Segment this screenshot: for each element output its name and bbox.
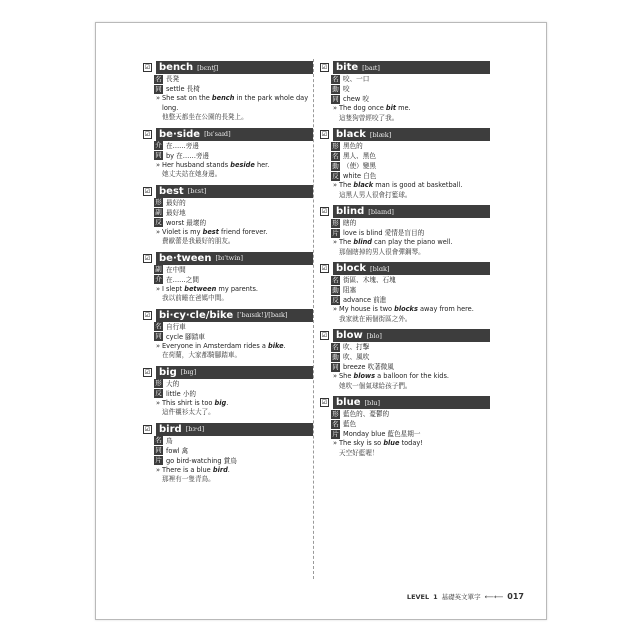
pos-tag: 名	[332, 419, 339, 428]
definition-line	[154, 218, 313, 228]
example-english	[162, 228, 268, 238]
definition-line	[154, 151, 313, 161]
checkbox-icon[interactable]: ☑	[321, 131, 328, 138]
headword-bar	[156, 185, 313, 198]
example-post: in the park whole day long.	[162, 94, 309, 112]
pronunciation: [bɝd]	[185, 425, 205, 433]
checkbox-icon[interactable]: ☑	[144, 368, 151, 376]
example-post: can play the piano well.	[372, 238, 453, 246]
pos-tag: 形	[332, 409, 339, 418]
headword-bar	[156, 309, 313, 322]
pos-tag: 名	[155, 436, 162, 444]
example-sentence	[154, 399, 313, 409]
dictionary-entry	[143, 366, 313, 418]
example-english	[339, 181, 462, 191]
dictionary-entry	[143, 61, 313, 123]
headword: be·tween	[159, 252, 212, 264]
example-sentence	[331, 305, 490, 315]
checkbox-icon[interactable]: ☑	[144, 425, 151, 433]
example-keyword: bird	[212, 465, 228, 474]
definition-text: breeze 吹著微風	[343, 363, 394, 371]
headword: bite	[336, 62, 359, 73]
example-english	[162, 342, 286, 352]
definition-line	[331, 419, 490, 429]
dictionary-entry	[320, 61, 490, 123]
definition-line	[331, 218, 490, 228]
example-post: away from here.	[417, 305, 474, 313]
definition-line	[154, 141, 313, 151]
definition-text: Monday blue 藍色星期一	[343, 430, 421, 438]
headword-bar	[333, 262, 490, 275]
definition-text: worst 最壞的	[166, 218, 207, 227]
definition-text: 自行車	[166, 322, 186, 331]
entry-header	[143, 185, 313, 198]
example-chinese: 這黑人男人很會打籃球。	[339, 190, 412, 199]
example-english	[339, 305, 474, 315]
definition-line	[154, 198, 313, 208]
example-chinese: 費歐蕾是我最好的朋友。	[162, 237, 235, 245]
example-sentence	[331, 104, 490, 114]
example-post: a balloon for the kids.	[375, 372, 449, 380]
entry-header	[143, 366, 313, 379]
definition-text: 黑人、黑色	[343, 152, 376, 160]
bullet-icon: »	[155, 341, 161, 350]
entry-header	[320, 329, 490, 342]
pronunciation: [blaɪnd]	[368, 207, 394, 216]
headword: best	[159, 185, 184, 197]
example-english	[162, 285, 258, 295]
definition-line	[154, 74, 313, 84]
arrow-icon: ⟵⟵	[484, 592, 504, 601]
pos-tag: 同	[332, 94, 339, 103]
pos-tag: 同	[332, 362, 339, 371]
pronunciation: [blɑk]	[370, 264, 390, 273]
definition-line	[154, 208, 313, 218]
definition-text: white 白色	[343, 172, 377, 180]
example-pre: My house is two	[339, 305, 395, 313]
example-english	[339, 372, 449, 382]
left-column	[143, 61, 313, 490]
pos-tag: 名	[332, 342, 339, 351]
pronunciation: [bɪg]	[180, 368, 197, 376]
definition-text: love is blind 愛情是盲目的	[343, 229, 425, 237]
definition-line	[154, 84, 313, 94]
definition-text: chew 咬	[343, 95, 369, 103]
headword: bench	[159, 62, 194, 73]
definition-text: fowl 禽	[166, 446, 189, 455]
definition-line	[154, 446, 313, 456]
example-chinese: 我家就在兩個街區之外。	[339, 314, 412, 323]
example-sentence	[331, 372, 490, 382]
definition-line	[154, 332, 313, 342]
definition-text: 最好地	[166, 208, 186, 217]
example-chinese: 那個瞎掉的男人很會彈鋼琴。	[339, 247, 425, 256]
definition-line	[331, 409, 490, 419]
definition-line	[154, 275, 313, 285]
example-chinese: 這隻狗曾經咬了我。	[339, 113, 399, 122]
example-pre: She sat on the	[162, 94, 212, 102]
pos-tag: 介	[155, 141, 162, 149]
definition-line	[154, 265, 313, 275]
definition-text: 在……旁邊	[166, 141, 199, 150]
example-post: her.	[254, 160, 270, 169]
pos-tag: 動	[332, 285, 339, 294]
bullet-icon: »	[155, 398, 161, 407]
example-post: me.	[396, 104, 411, 112]
bullet-icon: »	[332, 372, 338, 380]
example-english	[162, 399, 228, 409]
example-pre: The dog once	[339, 104, 386, 112]
pos-tag: 動	[332, 84, 339, 93]
definition-line	[331, 362, 490, 372]
example-chinese: 天空好藍喔！	[339, 448, 379, 457]
level-number: 1	[433, 592, 438, 601]
definition-text: 吹、風吹	[343, 353, 370, 361]
right-column	[320, 61, 490, 463]
entry-header	[143, 309, 313, 322]
example-pre: Her husband stands	[162, 160, 231, 169]
example-keyword: blind	[353, 238, 373, 246]
bullet-icon: »	[155, 284, 161, 293]
pos-tag: 片	[332, 228, 339, 237]
checkbox-icon[interactable]: ☑	[321, 64, 328, 71]
pos-tag: 動	[332, 352, 339, 361]
bullet-icon: »	[155, 465, 161, 474]
example-post: my parents.	[216, 284, 258, 293]
example-chinese: 這件襯衫太大了。	[162, 408, 215, 416]
definition-line	[331, 141, 490, 151]
dictionary-entry	[143, 128, 313, 180]
headword-bar	[156, 423, 313, 436]
example-sentence	[331, 238, 490, 248]
dictionary-page	[95, 22, 547, 620]
definition-text: 咬	[343, 85, 350, 93]
checkbox-icon[interactable]: ☑	[144, 254, 151, 262]
definition-text: cycle 腳踏車	[166, 332, 205, 341]
definition-text: little 小的	[166, 389, 197, 398]
headword: blow	[336, 330, 363, 341]
pronunciation: [bɛntʃ]	[197, 63, 219, 72]
example-keyword: beside	[230, 160, 255, 169]
pronunciation: [blæk]	[369, 130, 392, 139]
headword-bar	[156, 366, 313, 379]
headword-bar	[333, 205, 490, 218]
example-keyword: bench	[211, 94, 235, 102]
dictionary-entry	[320, 128, 490, 200]
dictionary-entry	[320, 396, 490, 458]
entry-header	[143, 61, 313, 74]
headword: bird	[159, 423, 182, 435]
definition-line	[331, 74, 490, 84]
checkbox-icon[interactable]: ☑	[144, 311, 151, 319]
dictionary-entry	[320, 205, 490, 257]
example-pre: Violet is my	[162, 227, 203, 236]
headword-bar	[333, 329, 490, 342]
pronunciation: [bɪˈtwin]	[215, 254, 243, 262]
bullet-icon: »	[155, 160, 161, 169]
example-keyword: best	[202, 227, 219, 236]
entry-header	[320, 128, 490, 141]
headword-bar	[156, 252, 313, 265]
example-chinese: 我以前睡在爸媽中間。	[162, 294, 228, 302]
definition-line	[331, 228, 490, 238]
pos-tag: 反	[332, 171, 339, 180]
page-number: 017	[507, 592, 524, 601]
headword: blue	[336, 397, 361, 408]
example-english	[162, 466, 230, 476]
bullet-icon: »	[155, 227, 161, 236]
dictionary-entry	[143, 185, 313, 247]
pos-tag: 副	[155, 265, 162, 273]
example-sentence	[331, 439, 490, 449]
definition-text: 阻塞	[343, 286, 357, 294]
headword-bar	[156, 128, 313, 141]
pos-tag: 同	[155, 84, 162, 93]
pos-tag: 反	[332, 295, 339, 304]
pos-tag: 形	[332, 141, 339, 150]
pronunciation: [blo]	[366, 331, 382, 340]
entry-header	[320, 396, 490, 409]
headword-bar	[156, 61, 313, 74]
pos-tag: 同	[155, 446, 162, 454]
pos-tag: 副	[155, 208, 162, 216]
example-pre: This shirt is too	[162, 398, 215, 407]
checkbox-icon[interactable]: ☑	[144, 64, 151, 71]
example-english	[162, 94, 313, 113]
checkbox-icon[interactable]: ☑	[144, 130, 151, 138]
example-pre: The	[339, 181, 354, 189]
headword-bar	[333, 396, 490, 409]
example-pre: She	[339, 372, 354, 380]
headword: blind	[336, 206, 365, 217]
definition-text: 大的	[166, 379, 180, 388]
definition-text: by 在……旁邊	[166, 151, 210, 160]
example-chinese: 她吹一個氣球給孩子們。	[339, 381, 412, 390]
example-post: .	[227, 465, 230, 474]
example-keyword: blocks	[394, 305, 418, 313]
definition-text: advance 前進	[343, 296, 387, 304]
example-post: .	[226, 398, 229, 407]
example-chinese: 他整天都坐在公園的長凳上。	[162, 113, 248, 121]
headword: bi·cy·cle/bike	[159, 309, 234, 321]
entry-header	[143, 252, 313, 265]
headword-bar	[333, 128, 490, 141]
bullet-icon: »	[332, 181, 338, 189]
pronunciation: [baɪt]	[362, 63, 380, 72]
example-chinese: 那裡有一隻青鳥。	[162, 475, 215, 483]
pos-tag: 名	[155, 322, 162, 330]
example-chinese: 在荷蘭，大家都騎腳踏車。	[162, 351, 242, 359]
headword: be·side	[159, 128, 201, 140]
example-pre: There is a blue	[162, 465, 213, 474]
headword: big	[159, 366, 177, 378]
definition-line	[331, 275, 490, 285]
definition-text: 瞎的	[343, 219, 357, 227]
definition-text: 鳥	[166, 436, 173, 445]
definition-text: 藍色	[343, 420, 357, 428]
definition-line	[154, 322, 313, 332]
entry-header	[320, 205, 490, 218]
entry-header	[320, 61, 490, 74]
definition-line	[331, 429, 490, 439]
definition-text: 咬、一口	[343, 75, 370, 83]
column-divider	[313, 59, 314, 579]
pos-tag: 形	[155, 198, 162, 206]
definition-text: （使）變黑	[343, 162, 376, 170]
pos-tag: 同	[155, 332, 162, 340]
example-post: friend forever.	[218, 227, 268, 236]
definition-text: 在……之間	[166, 275, 199, 284]
pos-tag: 同	[155, 151, 162, 159]
definition-text: 黑色的	[343, 142, 363, 150]
example-pre: Everyone in Amsterdam rides a	[162, 341, 269, 350]
example-sentence	[331, 181, 490, 191]
example-keyword: blows	[353, 372, 376, 380]
level-label: LEVEL	[406, 592, 430, 601]
definition-line	[154, 456, 313, 466]
bullet-icon: »	[155, 94, 161, 102]
checkbox-icon[interactable]: ☑	[321, 265, 328, 272]
bullet-icon: »	[332, 238, 338, 246]
dictionary-entry	[143, 309, 313, 361]
pronunciation: [bɪˈsaɪd]	[204, 130, 231, 138]
bullet-icon: »	[332, 305, 338, 313]
section-title: 基礎英文單字	[441, 593, 481, 601]
example-pre: I slept	[162, 284, 185, 293]
pos-tag: 名	[155, 74, 162, 83]
definition-text: 長凳	[166, 75, 180, 83]
definition-text: 吹、打擊	[343, 343, 370, 351]
definition-line	[331, 285, 490, 295]
entry-header	[143, 423, 313, 436]
example-english	[162, 161, 269, 171]
example-keyword: big	[214, 398, 227, 407]
example-sentence	[154, 285, 313, 295]
bullet-icon: »	[332, 439, 338, 447]
definition-text: 最好的	[166, 198, 186, 207]
dictionary-entry	[320, 262, 490, 324]
checkbox-icon[interactable]: ☑	[321, 208, 328, 215]
pos-tag: 反	[155, 218, 162, 226]
example-sentence	[154, 342, 313, 352]
example-english	[339, 238, 453, 248]
definition-text: 街區、木塊、石塊	[343, 276, 396, 284]
pos-tag: 名	[332, 151, 339, 160]
headword: block	[336, 263, 367, 274]
pronunciation: [bɛst]	[187, 187, 207, 195]
entry-header	[320, 262, 490, 275]
pos-tag: 反	[155, 389, 162, 397]
example-sentence	[154, 466, 313, 476]
definition-line	[331, 151, 490, 161]
definition-line	[331, 161, 490, 171]
definition-line	[331, 342, 490, 352]
pronunciation: [blu]	[364, 398, 380, 407]
example-english	[339, 439, 423, 449]
page-footer	[407, 592, 524, 601]
example-post: man is good at basketball.	[373, 181, 463, 189]
pos-tag: 形	[155, 379, 162, 387]
headword-bar	[333, 61, 490, 74]
example-english	[339, 104, 411, 114]
example-pre: The	[339, 238, 354, 246]
checkbox-icon[interactable]: ☑	[144, 187, 151, 195]
example-sentence	[154, 228, 313, 238]
definition-line	[154, 379, 313, 389]
definition-line	[331, 94, 490, 104]
pos-tag: 片	[155, 456, 162, 464]
bullet-icon: »	[332, 104, 338, 112]
dictionary-entry	[143, 423, 313, 485]
pos-tag: 形	[332, 218, 339, 227]
checkbox-icon[interactable]: ☑	[321, 399, 328, 406]
example-keyword: between	[184, 284, 217, 293]
pos-tag: 動	[332, 161, 339, 170]
example-keyword: black	[353, 181, 374, 189]
definition-line	[331, 295, 490, 305]
example-post: today!	[399, 439, 423, 447]
headword: black	[336, 129, 366, 140]
definition-text: 在中間	[166, 265, 186, 274]
example-sentence	[154, 161, 313, 171]
example-keyword: blue	[383, 439, 400, 447]
dictionary-entry	[320, 329, 490, 391]
pos-tag: 名	[332, 275, 339, 284]
definition-text: go bird-watching 賞鳥	[166, 456, 237, 465]
definition-line	[154, 389, 313, 399]
definition-line	[331, 171, 490, 181]
example-pre: The sky is so	[339, 439, 384, 447]
pos-tag: 名	[332, 74, 339, 83]
example-chinese: 她丈夫站在她身邊。	[162, 170, 222, 178]
example-keyword: bit	[385, 104, 396, 112]
definition-line	[331, 352, 490, 362]
example-sentence	[154, 94, 313, 113]
pos-tag: 介	[155, 275, 162, 283]
dictionary-entry	[143, 252, 313, 304]
pos-tag: 片	[332, 429, 339, 438]
definition-text: 藍色的、憂鬱的	[343, 410, 390, 418]
definition-line	[154, 436, 313, 446]
entry-header	[143, 128, 313, 141]
checkbox-icon[interactable]: ☑	[321, 332, 328, 339]
definition-text: settle 長椅	[166, 85, 200, 93]
pronunciation: [ˈbaɪsɪk!]/[baɪk]	[237, 311, 288, 319]
definition-line	[331, 84, 490, 94]
example-post: .	[283, 341, 286, 350]
example-keyword: bike	[268, 341, 284, 350]
